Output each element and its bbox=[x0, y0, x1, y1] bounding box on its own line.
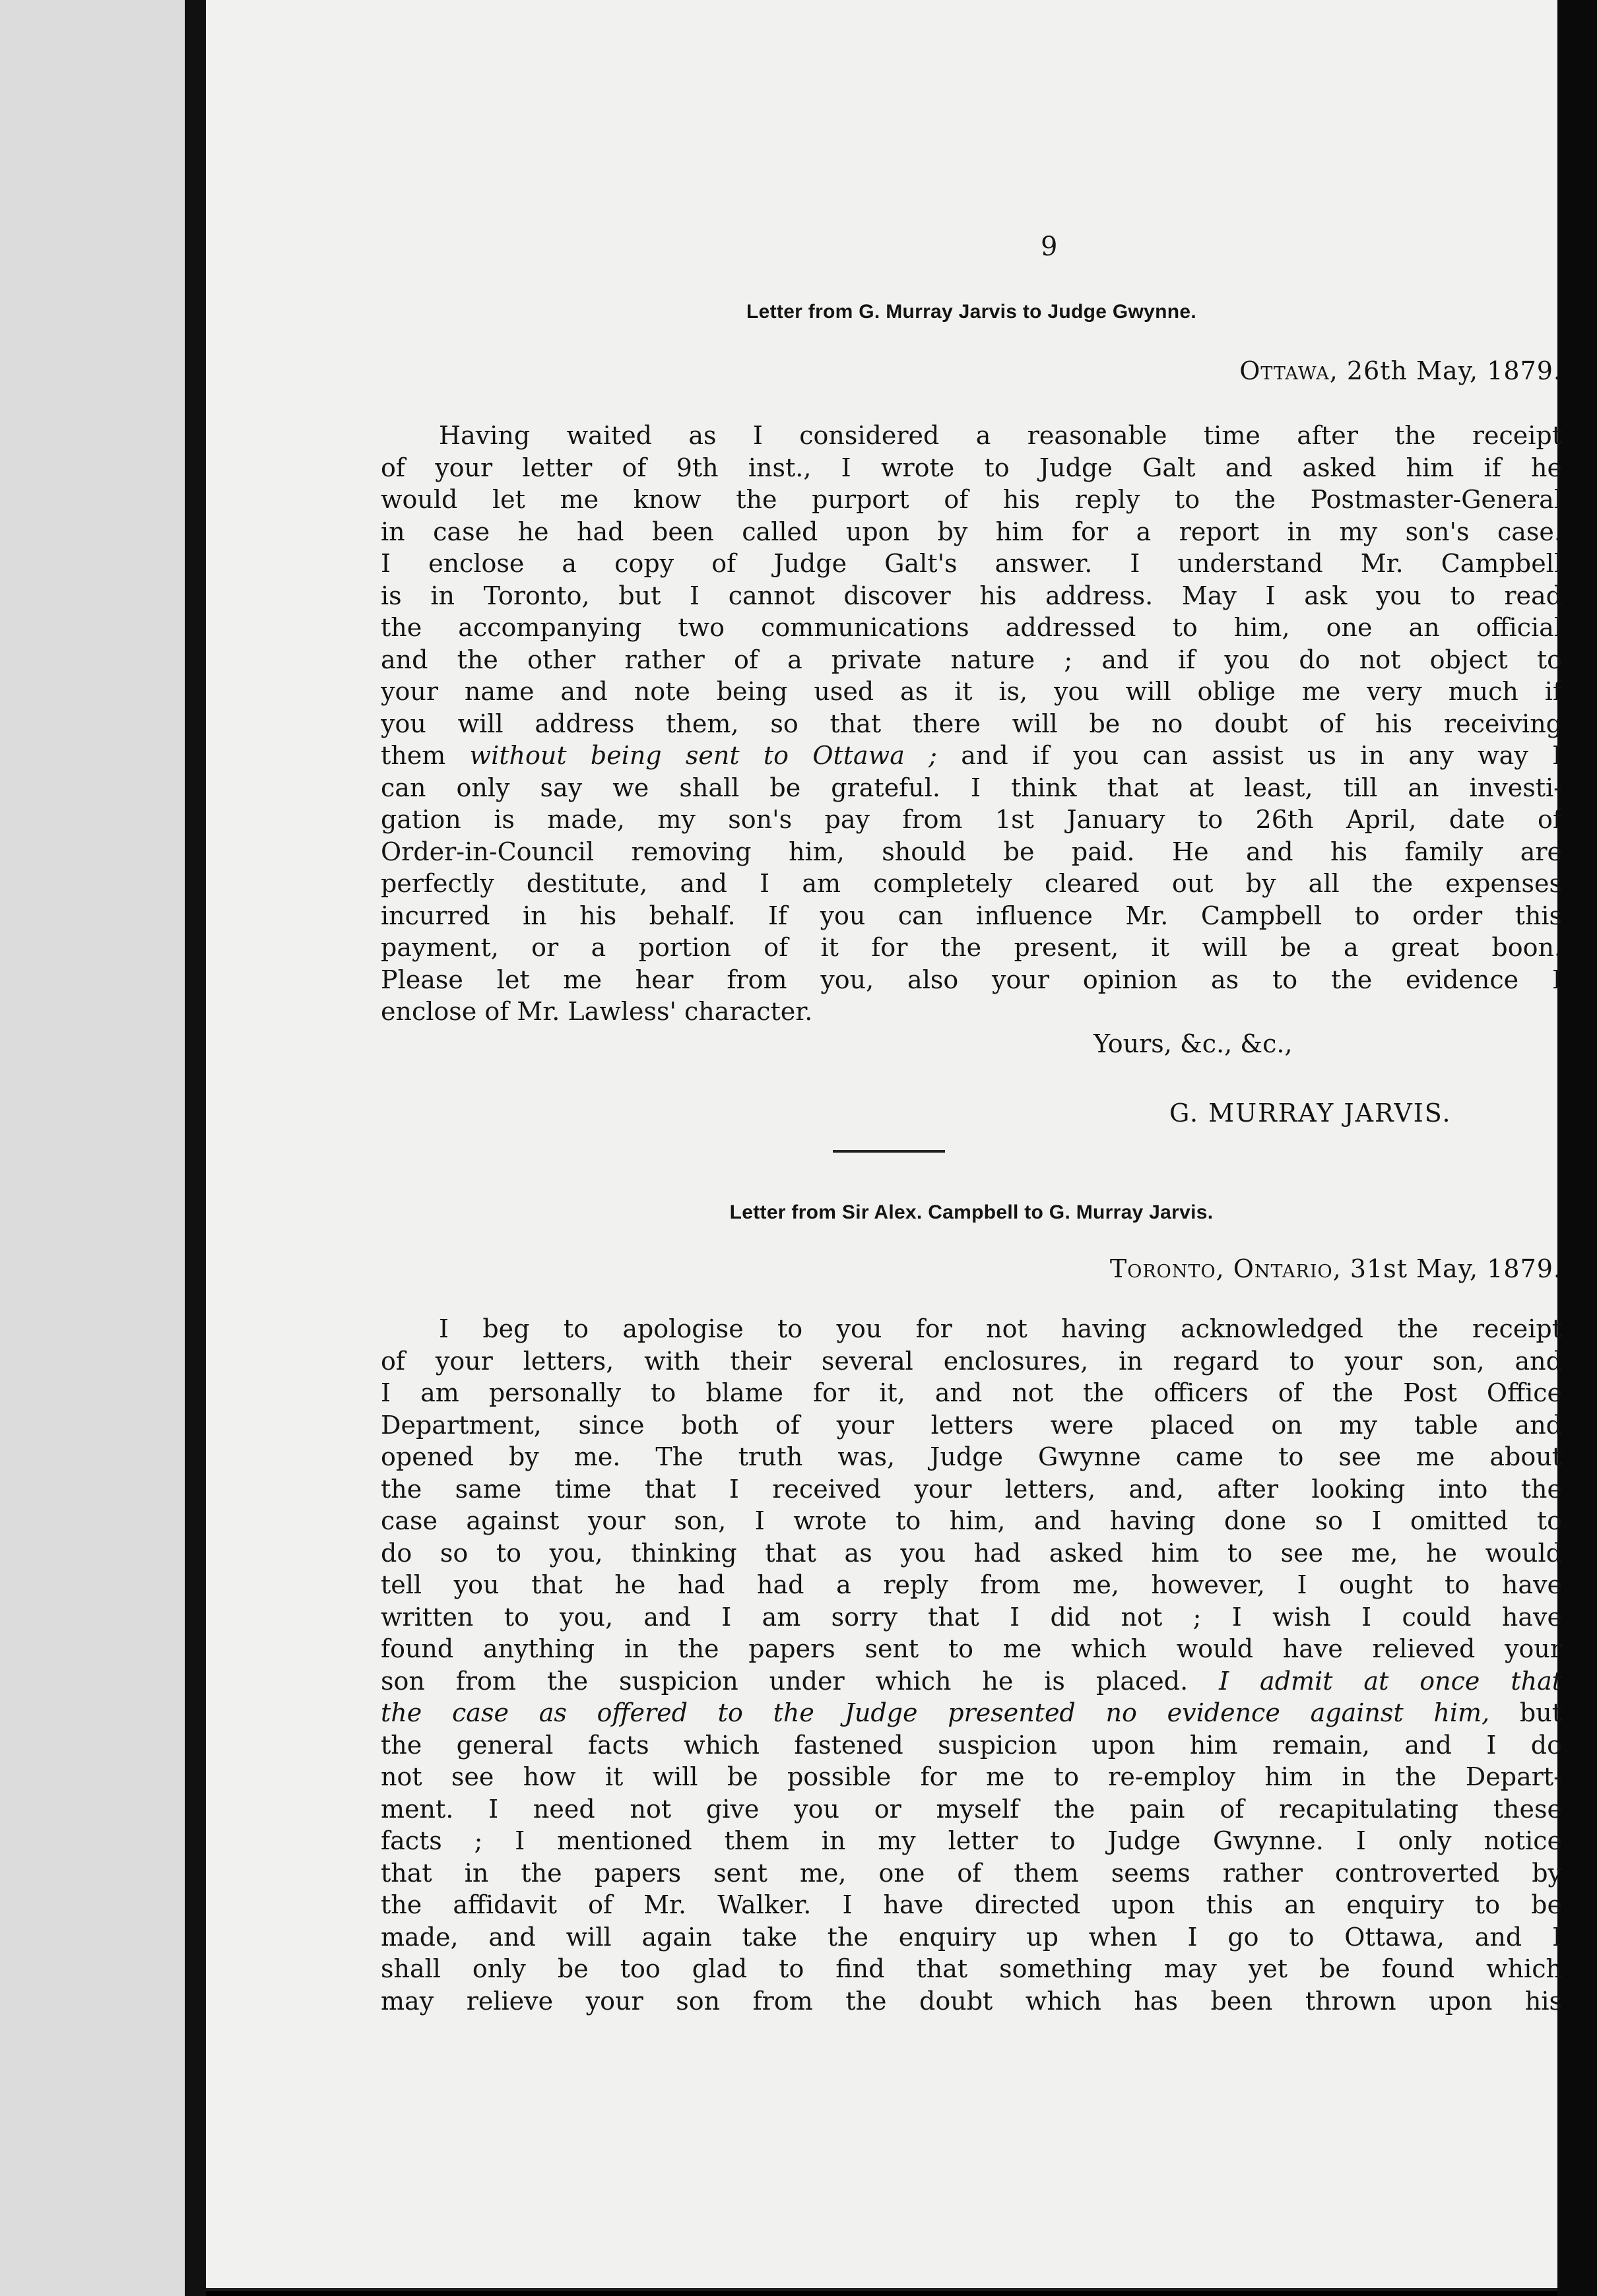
body-line: and the other rather of a private nature ; and if you do not object to bbox=[381, 645, 1562, 674]
text-run: them bbox=[381, 741, 470, 770]
text-run: and if you can assist us in any way I bbox=[936, 741, 1562, 770]
body-line: the affidavit of Mr. Walker. I have directed upon this an enquiry to be bbox=[381, 1890, 1562, 1919]
italic-run: without being sent to Ottawa ; bbox=[469, 741, 937, 770]
body-line: the general facts which fastened suspicion upon him remain, and I do bbox=[381, 1730, 1562, 1760]
letter2-dateline-place2: Ontario bbox=[1233, 1254, 1333, 1283]
body-line: can only say we shall be grateful. I think that at least, till an investi- bbox=[381, 773, 1562, 802]
italic-run: I admit at once that bbox=[1219, 1666, 1562, 1696]
body-line: Department, since both of your letters were placed on my table and bbox=[381, 1410, 1562, 1440]
letter1-dateline-date: , 26th May, 1879. bbox=[1329, 356, 1562, 385]
page-number: 9 bbox=[1041, 232, 1058, 262]
scan-border bbox=[1557, 0, 1597, 2296]
body-line: your name and note being used as it is, you will oblige me very much if bbox=[381, 677, 1562, 706]
body-line: I beg to apologise to you for not having acknowledged the receipt bbox=[439, 1314, 1562, 1343]
body-line: ment. I need not give you or myself the pain of recapitulating these bbox=[381, 1794, 1562, 1824]
letter1-closing: Yours, &c., &c., bbox=[1093, 1029, 1293, 1058]
letter2-dateline bbox=[1110, 1256, 1562, 1281]
body-line-with-italic bbox=[381, 740, 1562, 772]
body-line: gation is made, my son's pay from 1st January to 26th April, date of bbox=[381, 805, 1562, 834]
letter1-body bbox=[381, 420, 1562, 1028]
section-divider bbox=[833, 1150, 945, 1153]
letter2-dateline-date: , 31st May, 1879. bbox=[1332, 1254, 1562, 1283]
dateline-separator: , bbox=[1216, 1254, 1233, 1283]
document-page bbox=[206, 0, 1562, 2291]
body-line-with-italic bbox=[381, 1697, 1562, 1729]
body-line: incurred in his behalf. If you can influence Mr. Campbell to order this bbox=[381, 901, 1562, 930]
body-line: shall only be too glad to find that something may yet be found which bbox=[381, 1954, 1562, 1983]
body-line: Order-in-Council removing him, should be paid. He and his family are bbox=[381, 837, 1562, 866]
body-line: that in the papers sent me, one of them seems rather controverted by bbox=[381, 1858, 1562, 1888]
body-line: opened by me. The truth was, Judge Gwynne came to see me about bbox=[381, 1442, 1562, 1471]
body-line: facts ; I mentioned them in my letter to Judge Gwynne. I only notice bbox=[381, 1826, 1562, 1855]
letter2-body bbox=[381, 1313, 1562, 2017]
body-line: payment, or a portion of it for the present, it will be a great boon. bbox=[381, 933, 1562, 962]
body-line: I am personally to blame for it, and not the officers of the Post Office bbox=[381, 1378, 1562, 1407]
letter1-heading: Letter from G. Murray Jarvis to Judge Gwynne. bbox=[746, 301, 1196, 323]
letter2-dateline-place1: Toronto bbox=[1109, 1254, 1216, 1283]
body-line: of your letters, with their several enclosures, in regard to your son, and bbox=[381, 1346, 1562, 1376]
body-line: would let me know the purport of his reply to the Postmaster-General bbox=[381, 485, 1562, 514]
body-line: case against your son, I wrote to him, and having done so I omitted to bbox=[381, 1506, 1562, 1535]
body-line: found anything in the papers sent to me which would have relieved your bbox=[381, 1634, 1562, 1663]
body-line: is in Toronto, but I cannot discover his address. May I ask you to read bbox=[381, 581, 1562, 610]
text-run: but bbox=[1489, 1698, 1562, 1727]
previous-page-edge bbox=[0, 0, 185, 2296]
body-line: Having waited as I considered a reasonable time after the receipt bbox=[439, 421, 1562, 450]
body-line: perfectly destitute, and I am completely cleared out by all the expenses bbox=[381, 869, 1562, 898]
letter1-signature: G. MURRAY JARVIS. bbox=[1169, 1099, 1452, 1128]
body-line: may relieve your son from the doubt which has been thrown upon his bbox=[381, 1986, 1562, 2016]
body-line: the same time that I received your letters, and, after looking into the bbox=[381, 1474, 1562, 1504]
letter1-dateline bbox=[1239, 358, 1562, 383]
text-run: son from the suspicion under which he is placed. bbox=[381, 1666, 1220, 1696]
body-line: Please let me hear from you, also your opinion as to the evidence I bbox=[381, 965, 1562, 994]
body-line: enclose of Mr. Lawless' character. bbox=[381, 997, 813, 1026]
body-line: tell you that he had had a reply from me, however, I ought to have bbox=[381, 1570, 1562, 1599]
body-line: in case he had been called upon by him for a report in my son's case. bbox=[381, 517, 1562, 546]
body-line: written to you, and I am sorry that I did not ; I wish I could have bbox=[381, 1602, 1562, 1632]
body-line: of your letter of 9th inst., I wrote to Judge Galt and asked him if he bbox=[381, 453, 1562, 482]
body-line: not see how it will be possible for me to re-employ him in the Depart- bbox=[381, 1762, 1562, 1791]
body-line: do so to you, thinking that as you had asked him to see me, he would bbox=[381, 1538, 1562, 1568]
body-line: you will address them, so that there will be no doubt of his receiving bbox=[381, 709, 1562, 738]
body-line-with-italic bbox=[381, 1665, 1562, 1698]
body-line: the accompanying two communications addressed to him, one an official bbox=[381, 613, 1562, 642]
letter1-dateline-place: Ottawa bbox=[1239, 356, 1330, 385]
letter2-heading: Letter from Sir Alex. Campbell to G. Murray Jarvis. bbox=[729, 1201, 1214, 1223]
body-line: I enclose a copy of Judge Galt's answer. I understand Mr. Campbell bbox=[381, 549, 1562, 578]
book-gutter bbox=[185, 0, 206, 2296]
body-line: made, and will again take the enquiry up when I go to Ottawa, and I bbox=[381, 1922, 1562, 1952]
italic-run: the case as offered to the Judge presented no evidence against him, bbox=[381, 1698, 1490, 1727]
